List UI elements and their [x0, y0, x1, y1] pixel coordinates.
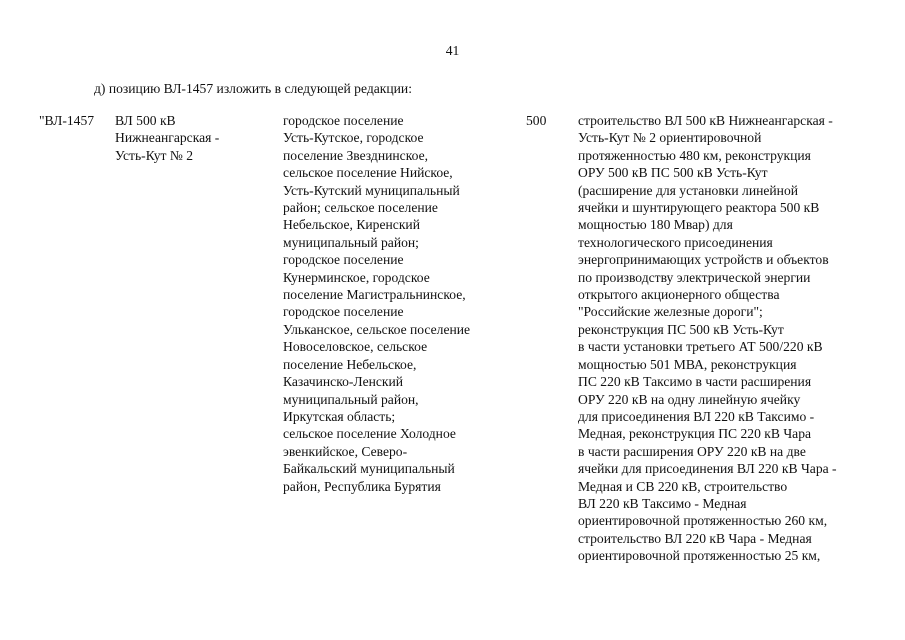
location-text: городское поселение [283, 113, 404, 128]
location-text: поселение Звезднинское, [283, 147, 428, 163]
description-text: ОРУ 500 кВ ПС 500 кВ Усть-Кут [578, 165, 768, 181]
location-text: Небельское, Киренский [283, 217, 420, 233]
voltage-class: 500 [526, 113, 547, 128]
location-text: эвенкийское, Северо- [283, 443, 408, 459]
location-text: муниципальный район, [283, 391, 419, 407]
description-text: энергопринимающих устройств и объектов [578, 252, 829, 268]
location-text: Улькансκое, сельское поселение [283, 321, 471, 337]
description-text: ориентировочной протяженностью 260 км, [578, 513, 828, 529]
location-text: Новоселовское, сельское [283, 339, 428, 355]
location-text: сельское поселение Нийское, [283, 165, 453, 181]
description-text: мощностью 501 МВА, реконструкция [578, 356, 797, 372]
description-text: ячейки и шунтирующего реактора 500 кВ [578, 200, 820, 216]
location-text: район, Республика Бурятия [283, 478, 441, 494]
description-text: ОРУ 220 кВ на одну линейную ячейку [578, 391, 801, 407]
description-text: технологического присоединения [578, 234, 773, 250]
description-text: в части расширения ОРУ 220 кВ на две [578, 443, 806, 459]
location-text: сельское поселение Холодное [283, 426, 456, 442]
line-name-text: Усть-Кут № 2 [115, 147, 194, 163]
location-text: Усть-Кутское, городское [283, 130, 424, 146]
description-text: ориентировочной протяженностью 25 км, [578, 548, 821, 564]
location-text: городское поселение [283, 304, 404, 320]
description-text: ВЛ 220 кВ Таксимо - Медная [578, 495, 747, 511]
location-text: Усть-Кутский муниципальный [283, 182, 460, 198]
description-text: (расширение для установки линейной [578, 182, 799, 198]
page-number: 41 [445, 43, 460, 58]
line-name [115, 112, 219, 164]
location-text: поселение Магистральнинское, [283, 287, 466, 303]
location-text: городское поселение [283, 252, 404, 268]
location-text: район; сельское поселение [283, 200, 438, 216]
description-text: для присоединения ВЛ 220 кВ Таксимо - [578, 408, 815, 424]
description-text: ячейки для присоединения ВЛ 220 кВ Чара - [578, 461, 837, 477]
description-text: протяженностью 480 км, реконструкция [578, 147, 811, 163]
description-text: открытого акционерного общества [578, 287, 780, 303]
location-text: Кунерминское, городское [283, 269, 430, 285]
description-text: мощностью 180 Мвар) для [578, 217, 733, 233]
description-text: строительство ВЛ 220 кВ Чара - Медная [578, 530, 812, 546]
location-text: поселение Небельское, [283, 356, 417, 372]
description-text: в части установки третьего АТ 500/220 кВ [578, 339, 823, 355]
location-text: Иркутская область; [283, 408, 396, 424]
description-text: строительство ВЛ 500 кВ Нижнеангарская - [578, 113, 833, 128]
location-text: Байкальский муниципальный [283, 461, 455, 477]
location-area [283, 112, 470, 495]
position-code: "ВЛ-1457 [39, 113, 95, 128]
location-text: Казачинско-Ленский [283, 374, 404, 390]
description-text: Медная и СВ 220 кВ, строительство [578, 478, 788, 494]
description-text: Медная, реконструкция ПС 220 кВ Чара [578, 426, 812, 442]
line-name-text: ВЛ 500 кВ [115, 113, 176, 128]
description-text: ПС 220 кВ Таксимо в части расширения [578, 374, 812, 390]
line-name-text: Нижнеангарская - [115, 130, 220, 146]
works-description [578, 112, 837, 565]
description-text: реконструкция ПС 500 кВ Усть-Кут [578, 321, 784, 337]
description-text: Усть-Кут № 2 ориентировочной [578, 130, 762, 146]
amendment-intro: д) позицию ВЛ-1457 изложить в следующей редакции: [94, 81, 412, 96]
location-text: муниципальный район; [283, 234, 419, 250]
description-text: по производству электрической энергии [578, 269, 811, 285]
description-text: "Российские железные дороги"; [578, 304, 763, 320]
